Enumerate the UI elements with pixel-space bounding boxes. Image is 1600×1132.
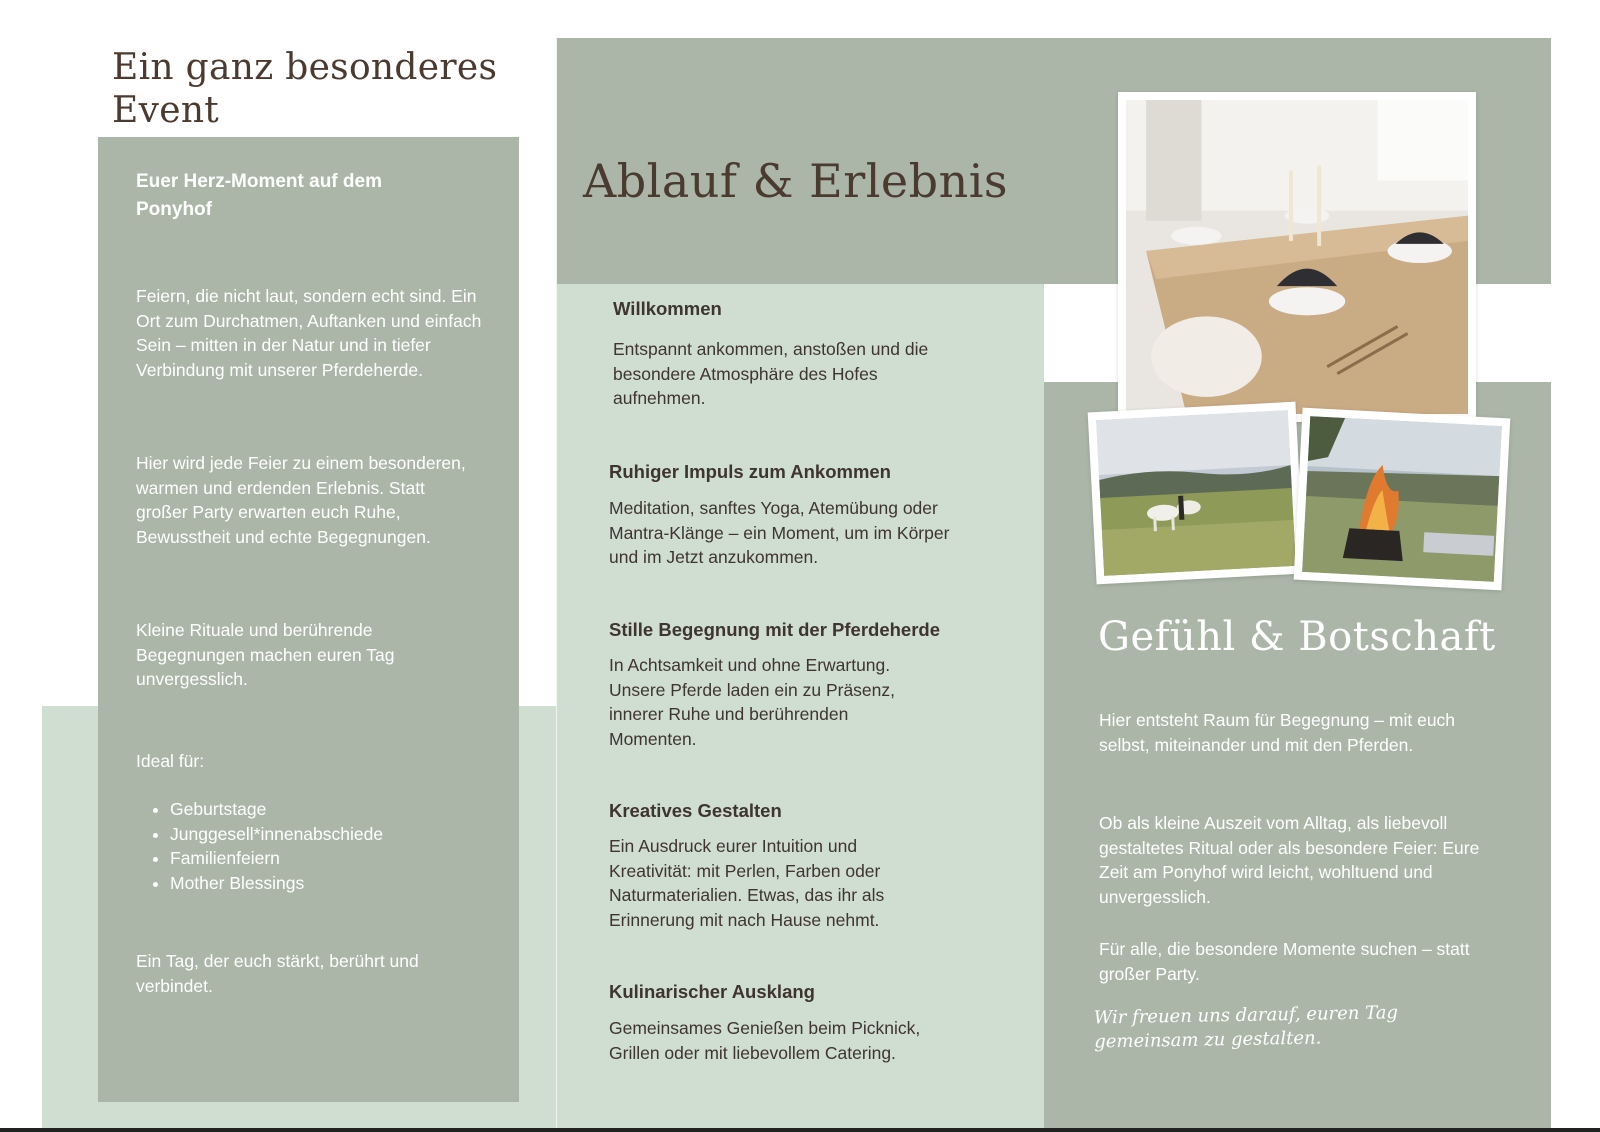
left-paragraph-2: Hier wird jede Feier zu einem besonderen, warmen und erdenden Erlebnis. Statt großer Party erwarten euch Ruhe, Bewusstheit und echte Begegnungen. bbox=[136, 453, 466, 547]
section-heading-willkommen: Willkommen bbox=[613, 298, 722, 319]
bottom-rule bbox=[0, 1128, 1600, 1132]
horses-meadow-photo bbox=[1088, 402, 1305, 585]
fold-line bbox=[556, 38, 557, 1132]
section-text-willkommen: Entspannt ankommen, anstoßen und die besondere Atmosphäre des Hofes aufnehmen. bbox=[613, 339, 929, 408]
campfire-photo bbox=[1294, 408, 1511, 591]
ideal-item: • Geburtstage bbox=[170, 797, 500, 822]
section-text-pferdeherde: In Achtsamkeit und ohne Erwartung. Unsere Pferde laden ein zu Präsenz, innerer Ruhe und berührenden Momenten. bbox=[609, 655, 895, 749]
right-paragraph-1: Hier entsteht Raum für Begegnung – mit euch selbst, miteinander und mit den Pferden. bbox=[1099, 710, 1456, 755]
main-title: Ein ganz besonderes Event bbox=[112, 47, 498, 131]
section-heading-impuls: Ruhiger Impuls zum Ankommen bbox=[609, 461, 891, 482]
table-setting-photo bbox=[1118, 92, 1476, 422]
ideal-item: • Familienfeiern bbox=[170, 846, 500, 871]
ideal-list bbox=[136, 797, 500, 895]
left-paragraph-1: Feiern, die nicht laut, sondern echt sind. Ein Ort zum Durchatmen, Auftanken und einfach Sein – mitten in der Natur und in tiefer Verbindung mit unserer Pferdeherde. bbox=[136, 286, 482, 380]
right-paragraph-2: Ob als kleine Auszeit vom Alltag, als liebevoll gestaltetes Ritual oder als besondere Feier: Eure Zeit am Ponyhof wird leicht, wohltuend und unvergesslich. bbox=[1099, 813, 1480, 907]
section-heading-gestalten: Kreatives Gestalten bbox=[609, 800, 782, 821]
ideal-item: • Mother Blessings bbox=[170, 871, 500, 896]
ideal-label: Ideal für: bbox=[136, 751, 205, 771]
left-paragraph-3: Kleine Rituale und berührende Begegnungen machen euren Tag unvergesslich. bbox=[136, 620, 395, 689]
section-heading-ausklang: Kulinarischer Ausklang bbox=[609, 981, 815, 1002]
left-closing: Ein Tag, der euch stärkt, berührt und verbindet. bbox=[136, 951, 419, 996]
ideal-item: • Junggesell*innenabschiede bbox=[170, 822, 500, 847]
signature-text: Wir freuen uns darauf, euren Tag gemeinsam zu gestalten. bbox=[1093, 1002, 1399, 1053]
section-text-ausklang: Gemeinsames Genießen beim Picknick, Grillen oder mit liebevollem Catering. bbox=[609, 1018, 921, 1063]
right-paragraph-3: Für alle, die besondere Momente suchen – statt großer Party. bbox=[1099, 939, 1470, 984]
section-text-impuls: Meditation, sanftes Yoga, Atemübung oder Mantra-Klänge – ein Moment, um im Körper und im Jetzt anzukommen. bbox=[609, 498, 950, 567]
section-heading-pferdeherde: Stille Begegnung mit der Pferdeherde bbox=[609, 619, 941, 640]
left-heading: Euer Herz-Moment auf dem Ponyhof bbox=[136, 171, 382, 220]
middle-title: Ablauf & Erlebnis bbox=[583, 154, 1009, 208]
right-title: Gefühl & Botschaft bbox=[1098, 614, 1496, 660]
section-text-gestalten: Ein Ausdruck eurer Intuition und Kreativität: mit Perlen, Farben oder Naturmaterialien. Etwas, das ihr als Erinnerung mit nach Hause nehmt. bbox=[609, 836, 885, 930]
